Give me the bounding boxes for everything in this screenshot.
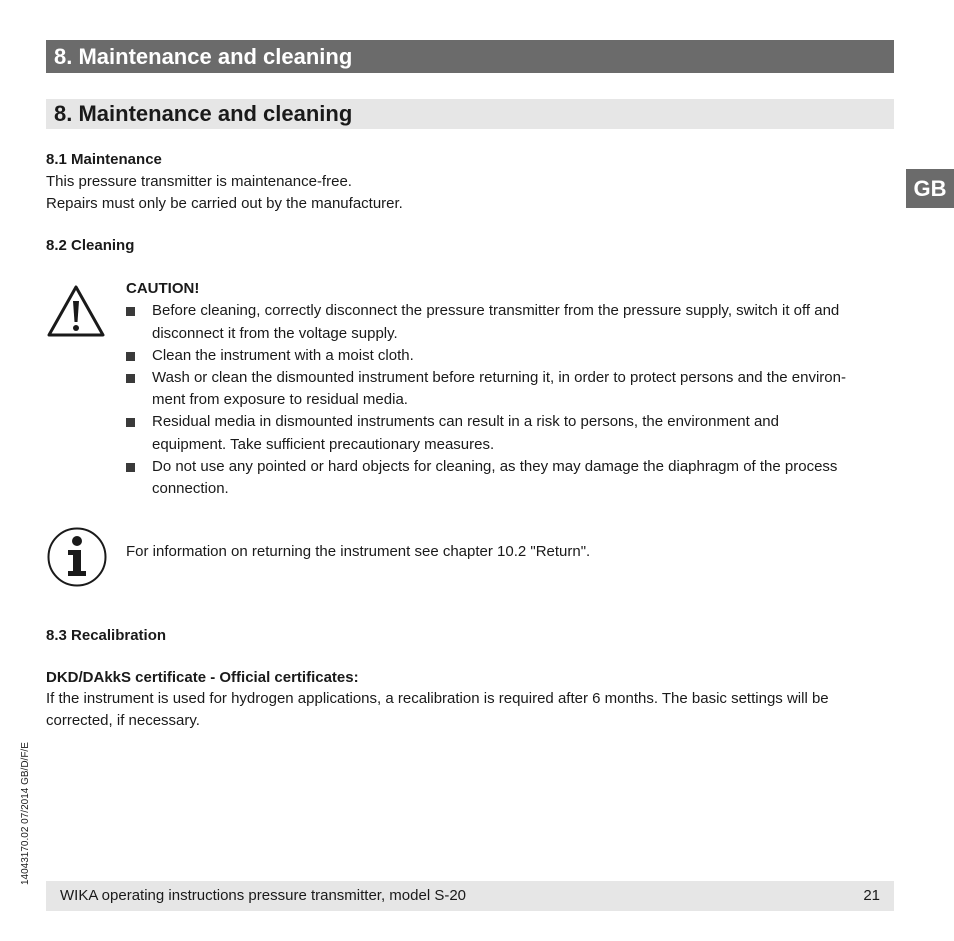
document-code: 14043170.02 07/2014 GB/D/F/E	[20, 742, 31, 885]
footer-title: WIKA operating instructions pressure transmitter, model S-20	[60, 887, 467, 904]
maintenance-line: Repairs must only be carried out by the manufacturer.	[46, 195, 403, 212]
section-title: 8. Maintenance and cleaning	[46, 99, 894, 129]
bullet-text: equipment. Take sufficient precautionary measures.	[152, 436, 495, 453]
certificate-subheading: DKD/DAkkS certificate - Official certificates:	[46, 669, 359, 686]
maintenance-heading: 8.1 Maintenance	[46, 151, 162, 168]
bullet-text: Do not use any pointed or hard objects for cleaning, as they may damage the diaphragm of the process	[152, 458, 838, 475]
bullet-text: disconnect it from the voltage supply.	[152, 325, 398, 342]
bullet-square	[126, 374, 135, 383]
warning-triangle-icon	[46, 284, 106, 338]
language-tab: GB	[906, 169, 954, 208]
bullet-text: Before cleaning, correctly disconnect the pressure transmitter from the pressure supply, switch it off and	[152, 302, 840, 319]
page-number: 21	[863, 887, 880, 904]
info-text: For information on returning the instrument see chapter 10.2 "Return".	[126, 543, 591, 560]
recalibration-line: If the instrument is used for hydrogen applications, a recalibration is required after 6 months. The basic settings will be	[46, 690, 829, 707]
cleaning-heading: 8.2 Cleaning	[46, 237, 135, 254]
caution-label: CAUTION!	[126, 280, 200, 297]
maintenance-line: This pressure transmitter is maintenance-free.	[46, 173, 352, 190]
page-footer	[46, 881, 894, 911]
info-icon	[46, 526, 108, 588]
bullet-square	[126, 307, 135, 316]
recalibration-heading: 8.3 Recalibration	[46, 627, 167, 644]
recalibration-line: corrected, if necessary.	[46, 712, 200, 729]
bullet-square	[126, 352, 135, 361]
bullet-text: Residual media in dismounted instruments can result in a risk to persons, the environment and	[152, 413, 779, 430]
bullet-text: ment from exposure to residual media.	[152, 391, 408, 408]
bullet-text: Wash or clean the dismounted instrument before returning it, in order to protect persons and the environ-	[152, 369, 846, 386]
bullet-square	[126, 463, 135, 472]
chapter-header-banner: 8. Maintenance and cleaning	[46, 40, 894, 73]
bullet-text: Clean the instrument with a moist cloth.	[152, 347, 414, 364]
bullet-text: connection.	[152, 480, 229, 497]
bullet-square	[126, 418, 135, 427]
